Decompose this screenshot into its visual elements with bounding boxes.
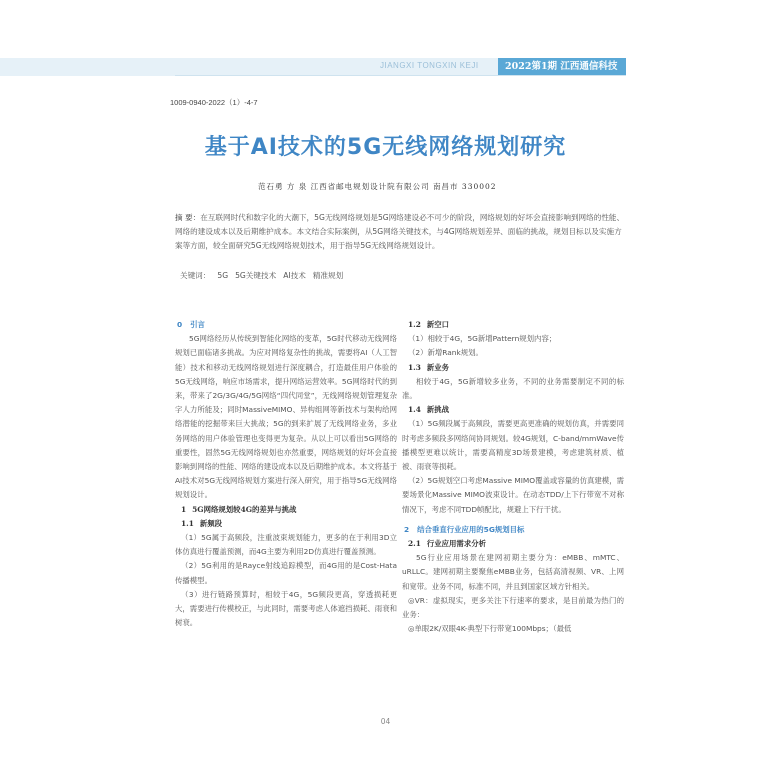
left-column: [175, 318, 397, 630]
list-item: （2）5G利用的是Rayce射线追踪模型，而4G用的是Cost-Hata传播模型。: [175, 561, 397, 585]
keyword: AI技术: [283, 271, 306, 280]
right-column: [402, 318, 624, 636]
list-item: （3）进行链路预算时，相较于4G，5G频段更高，穿透损耗更大，需要进行传模校正，与此同时，需要考虑人体遮挡损耗、雨衰和树衰。: [175, 589, 397, 628]
subsection-heading: 2.1 行业应用需求分析: [408, 539, 486, 549]
section-heading: 2 结合垂直行业应用的5G规划目标: [404, 524, 525, 534]
article-id: 1009-0940-2022（1）-4-7: [170, 98, 258, 107]
paragraph: 5G网络经历从传统到智能化网络的变革，5G时代移动无线网络规划已面临诸多挑战。为应对网络复杂性的挑战，需要将AI（人工智能）技术和移动无线网络规划进行深度耦合，打造最佳用户体验的5G无线网络，响应市场需求，提升网络运营效率。5G网络时代的到来，带来了2G/3G/4G/5G网络“四代同堂”，无线网络规划管理复杂字人力所能及；同时MassiveMIMO、异构组网等新技术与架构给网络潜能的挖掘带来巨大挑战；5G的到来扩展了无线网络业务，多业务网络的用户体验管理也变得更为复杂。从以上可以看出5G网络的重要性，固然5G无线网络规划也亦然重要，网络规划的好坏会直接影响到网络的性能、网络的建设成本以及后期维护成本。本文将基于AI技术对5G无线网络规划方案进行深入研究，用于指导5G无线网络规划设计。: [175, 334, 397, 500]
subsection-heading: 1.4 新挑战: [408, 405, 450, 415]
abstract-label: 摘 要：: [175, 213, 201, 222]
keywords: [180, 270, 620, 281]
subsection-heading: 1.1 新频段: [181, 518, 223, 528]
list-item: （2）5G规划空口考虑Massive MIMO覆盖或容量的仿真建模，需要场景化Massive MIMO波束设计。在动态TDD/上下行带宽不对称情况下，考虑不同TDD帧配比，规避上下行干扰。: [402, 476, 624, 514]
list-item: （1）相较于4G，5G新增Pattern规划内容；: [408, 334, 557, 344]
header-rule: [175, 75, 626, 76]
abstract: [175, 211, 627, 253]
journal-english-name: JIANGXI TONGXIN KEJI: [380, 61, 479, 70]
keyword: 精准规划: [312, 271, 344, 280]
list-item: （2）新增Rank规划。: [408, 348, 483, 358]
list-item: （1）5G频段属于高频段，需要更高更准确的规划仿真，并需要同时考虑多频段多网络间协同规划。较4G规划，C-band/mmWave传播模型更难以统计，需要高精度3D场景建模，考虑建筑材质、植被、雨衰等损耗。: [402, 419, 624, 472]
section-heading: 1 5G网络规划较4G的差异与挑战: [181, 504, 297, 514]
keywords-label: 关键词：: [180, 271, 211, 280]
authors-affiliation: 范石勇 方 泉 江西省邮电规划设计院有限公司 南昌市 330002: [258, 182, 497, 191]
list-item: ◎VR：虚拟现实，更多关注下行速率的要求，是目前最为热门的业务：: [402, 595, 624, 620]
list-item: （1）5G属于高频段，注重波束规划能力，更多的在于利用3D立体仿真进行覆盖预测，而4G主要为利用2D仿真进行覆盖预测。: [175, 533, 397, 557]
keyword: 5G关键技术: [235, 271, 277, 280]
article-title: 基于AI技术的5G无线网络规划研究: [204, 135, 567, 160]
subsection-heading: 1.2 新空口: [408, 320, 450, 329]
section-heading: 0 引言: [177, 320, 205, 329]
abstract-text: 在互联网时代和数字化的大潮下，5G无线网络规划是5G网络建设必不可少的阶段，网络规划的好坏会直接影响到网络的性能、网络的建设成本以及后期维护成本。本文结合实际案例，从5G网络关键技术，与4G网络规划差异、面临的挑战，规划目标以及实施方案等方面，较全面研究5G无线网络规划技术，用于指导5G无线网络规划设计。: [175, 213, 625, 250]
paragraph: 5G行业应用场景在建网初期主要分为：eMBB、mMTC、uRLLC。建网初期主要聚焦eMBB业务，包括高清视频、VR、上网和宽带。业务不同，标准不同，并且到国家区域方针相关。: [402, 553, 624, 591]
subsection-heading: 1.3 新业务: [408, 362, 450, 372]
list-item: ◎单眼2K/双眼4K-典型下行带宽100Mbps；（最低: [408, 624, 572, 634]
keyword: 5G: [217, 271, 229, 280]
issue-label: 2022第1期 江西通信科技: [498, 58, 626, 76]
page-number: 04: [380, 717, 391, 726]
paragraph: 相较于4G，5G新增较多业务，不同的业务需要制定不同的标准。: [402, 376, 624, 401]
